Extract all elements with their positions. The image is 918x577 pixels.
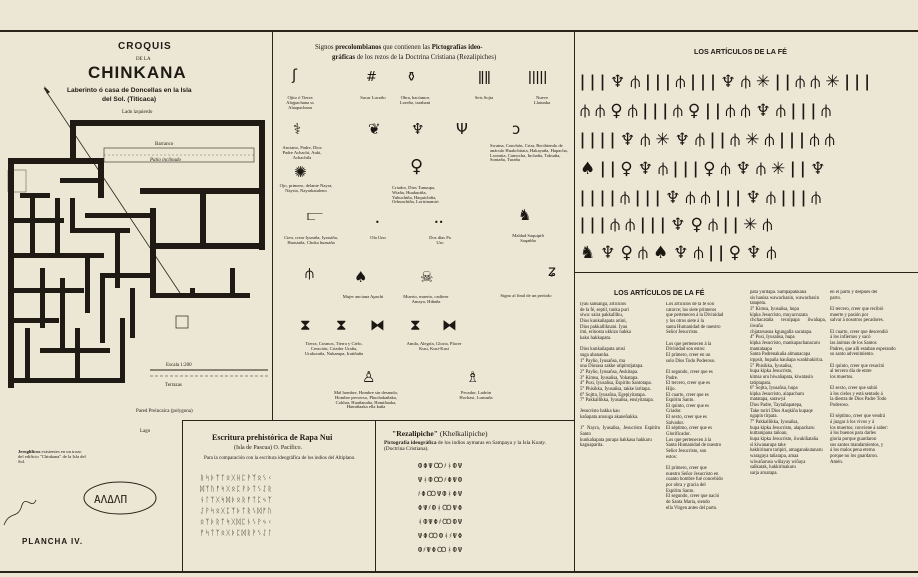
rapanui-script-row-4: ᛇᚹᛋᛟᚷᛈᛉᚦᛏᚱᛊᛞᚠᚢ <box>200 507 273 515</box>
map-label-lago: Lago <box>140 429 151 434</box>
map-title-chinkana: CHINKANA <box>88 63 187 82</box>
pictograph-row-7: ♞♆♀⫛♠♆⫛ǀǀ♀♆⫛ <box>580 243 782 263</box>
rapanui-desc: Para la comparación con la escritura ideográfica de los indios del Altiplano. <box>204 456 356 461</box>
divider-left <box>272 30 273 420</box>
top-border <box>0 30 918 32</box>
pictograph-row-3: ǀǀǀǀ♆⫛✳♆⫛ǀǀ⫛✳⫛ǀǀǀ⫛⫛ <box>580 130 840 150</box>
glyph-cross: ⫛ <box>305 264 314 282</box>
bottom-border <box>0 571 918 573</box>
glyph-tierra-c: ⧓ <box>370 316 385 334</box>
rezalipiche-script-row-2: ΨᚼФꝎ҂ΦΨФ <box>418 476 464 484</box>
glyph-dos: •• <box>434 218 444 227</box>
caption-ojito: Ojito ó Tierra Alajpachana ss Alaapachana <box>286 95 314 110</box>
glyph-muerto: ☠ <box>420 268 434 286</box>
rezalipiche-title-a: "Rezalipiche" <box>392 429 438 438</box>
rapanui-subtitle: (Isla de Pascua) O. Pacífico. <box>234 445 302 451</box>
glyph-nueve: ǀǀǀǀǀ <box>528 70 548 85</box>
signos-heading-d: Pictografías ideo- <box>431 44 483 51</box>
rezalipiche-script-row-1: ФΦΨꝎ҂ᚼФΨ <box>418 462 464 470</box>
pictograph-row-5: ǀǀǀǀ⫛ǀǀǀ♆⫛⫛ǀǀǀ♆⫛ǀǀǀ⫛ <box>580 188 827 208</box>
map-label-terrazas: Terrazas <box>165 383 182 388</box>
caption-sacar: Sacar Lucoño <box>360 95 386 100</box>
jeroglificos-note-bold: Jeroglíficos <box>18 449 41 454</box>
pictograph-row-6: ǀǀǀ⫛⫛ǀǀǀ♆♀⫛ǀǀ✳⫛ <box>580 215 778 235</box>
pictograph-row-2: ⫛⫛♀⫛ǀǀǀ⫛♀ǀǀ⫛⫛♆⫛ǀǀǀ⫛ <box>580 101 837 121</box>
glyph-mal-hombre: ♙ <box>362 368 376 386</box>
glyph-tierra-a: ⧗ <box>300 316 311 334</box>
map-label-escala: Escala 1:200 <box>166 363 192 368</box>
caption-amda: Amda, Alegría, Gloria, Placer Kusi, Kusi-Kusi <box>406 341 462 351</box>
jeroglificos-note-text: existentes en un trozo del edificio "Chinkana" de la Isla del Sol. <box>18 449 86 464</box>
rezalipiche-sub-a: Pictografía ideográfica <box>384 440 437 446</box>
glyph-swirl: ↄ <box>512 120 521 138</box>
glyph-fork: Ψ <box>456 120 468 138</box>
rezalipiche-sub-b: de los indios aymaras en Sampaya y la Isla Koaty. (Doctrina Cristiana). <box>384 440 546 452</box>
jeroglificos-stone-drawing <box>80 478 160 518</box>
caption-tierra: Tierra, Cosmos, Tierra y Cielo, Creación, Criador Uraña, Urakoraña, Nukampa, Iratiñaña <box>304 341 364 356</box>
rezalipiche-title-b: (Khelkalipiche) <box>439 429 488 438</box>
divider-bottom-horizontal <box>182 420 574 421</box>
glyph-signo-final: ʑ <box>548 262 556 280</box>
map-label-pared: Pared Preincaica (polygona) <box>136 409 193 414</box>
caption-criador: Criador, Dios Tunuupa, Wiaña, Huakuriña, Yuhuchiña, Haquichiña, Orbunchiña, Loririnamiri <box>392 185 439 205</box>
glyph-amda-b: ⧓ <box>442 316 457 334</box>
rapanui-title: Escritura prehistórica de Rapa Nui <box>212 433 333 442</box>
rezalipiche-script-row-3: ҂ΦꝎΨФᚼΦΨ <box>418 490 464 498</box>
divider-bottom-vertical <box>182 420 183 571</box>
signature-scribble <box>0 490 40 530</box>
signos-heading-line2 <box>332 54 496 61</box>
articulos-column-spanish-1: Los artículos de la fé son catorce; los siete primeros que pertenecen á la Divinidad y los otros siete á la santa Humanidad de nuestro Señor Jesucristo. Los que pertenecen á la Divinidad son estos: El primero, creer en un solo Dios Todo Poderoso. El segundo, creer que es Padre. El tercero, creer que es Hijo. El cuarto, creer que es Espíritu Santo. El quinto, creer que es Criador. El sexto, creer que es Salvador. El séptimo, creer que es Glorificador. Los que pertenecen á la Santa Humanidad de nuestro Señor Jesucristo, son estos: El primero, creer que nuestro Señor Jesucristo en cuanto hombre fué concebido por obra y gracia del Espíritu Santo. El segundo, creer que nació de Santa María, siendo ella Virgen antes del parto. <box>666 302 724 511</box>
caption-seis: Seis Sojta <box>474 95 494 100</box>
map-subtitle-2: del Sol. (Titicaca) <box>102 96 157 103</box>
caption-mujer: Mujer anciana Apachi <box>342 294 384 299</box>
jeroglificos-note <box>18 450 88 464</box>
caption-mal-hombre: Mal hombre, Hombre sin desnudo, Hombre perverso, Phuchakañaka, Cokhar, Huañanaña, Hamiñaaka, Hamiñaaka ella kaña <box>333 390 399 410</box>
articulos-column-spanish-2: en el parto y después del parto. El tercero, creer que recibió muerte y pasión por salvar á nosotros pecadores. El cuarto, creer que descendió á los infiernos y sacó las ánimas de los Santos Padres, que allí estaban esperando su santo advenimiento. El quinto, creer que resucitó al tercero día de entre los muertos. El sexto, creer que subió à los cielos y está sentado á la diestra de Dios Padre Todo Poderoso. El séptimo, creer que vendrá á juzgar á los vivos y á los muertos; conviene á saber: á los buenos para darles gloria porque guardaron sus santos mandamientos, y á los malos pena eterna porque no los guardaron. Amén. <box>830 290 896 465</box>
glyph-ojito: ʃ <box>292 66 298 84</box>
divider-mid-horizontal <box>575 272 918 273</box>
map-subtitle-1: Laberinto ó casa de Doncellas en la Isla <box>67 87 192 94</box>
caption-nueve: Nueve Llatunka <box>533 95 551 105</box>
articulos-top-title: LOS ARTÍCULOS DE LA FÉ <box>694 47 787 56</box>
signos-heading-a: Signos <box>315 44 334 51</box>
glyph-ola: • <box>375 218 380 227</box>
glyph-ojo: ✺ <box>294 163 307 181</box>
glyph-maldad: ♞ <box>518 206 532 224</box>
articulos-column-aymara-1: Iyau sañsanga, articulos de la fé, septil, tunka puri siwa: saira pakkalliku, Dios kunkañapata arúni, Dios pakkalliknani. Iyau imi, erinosta ukkizo hakka kaku hakkapata. Dios kunkañapata arusi suga abananha. 1° Payño, Iyusañsa, ma una Diosasa sakke utipirutjatapa. 2° Payño, Iyusañsa, Awkitapa. 3° Kimsa, Iyusañsa, Yokatapa. 4° Pusi, Iyusañsa, Espíritu Santotapa. 5° Phisikka, Iyusañsa, takke laritapa. 6° Sojtta, Iyusañsa, Egepiyitatapa. 7° Pakkallikka, Iyusañsa, ensiyitatapa. Jesucristo hakka kau kañapata arusuga akaneñakka. 1° Nayra, Iyusañsa, Jesucristo Espíritu Santo kunkañapata purapa hakkasa hakkaru kaguaparita. <box>580 302 660 449</box>
divider-right <box>574 30 575 571</box>
rapanui-script-row-1: ᚱᛋᚦᛉᛏᛟᚷᚺᛈᚹᛉᛟᛊᚲ <box>200 474 273 482</box>
glyph-tree: ❦ <box>368 120 381 138</box>
signos-heading-f: de los rezos de la Doctrina Cristiana (Rezalipiches) <box>356 54 497 61</box>
map-title-croquis: CROQUIS <box>118 41 172 52</box>
rapanui-script-row-6: ᚠᛋᛏᛉᛟᚷᚦᛈᛞᚱᚹᛊᛇᛚ <box>200 529 273 537</box>
caption-muerto: Muerto, muerto, cadáver Amaya, Hiñaña <box>403 294 449 304</box>
glyph-seis: ǁǁ <box>478 70 491 85</box>
rezalipiche-script-row-5: ᚼФΨΦ҂ꝎФΨ <box>418 518 464 526</box>
articulos-text-title: LOS ARTÍCULOS DE LA FÉ <box>614 290 705 297</box>
glyph-anciano: ⚕ <box>293 120 302 138</box>
caption-pecador: Pecador, Ladrón Hochasi, Lunsuña <box>459 390 493 400</box>
glyph-sacar: # <box>366 70 377 85</box>
rezalipiche-script-row-7: Ф҂ΨΦꝎᚼФΨ <box>418 546 464 554</box>
map-label-patio: Patio inclinado <box>150 158 181 163</box>
signos-heading-e: gráficas <box>332 54 356 61</box>
pictograph-row-1: ǀǀǀ♆⫛ǀǀǀ⫛ǀǀǀ♆⫛✳ǀǀ⫛⫛✳ǀǀǀ <box>580 72 875 92</box>
caption-ojo: Ojo, primero, delante Nayra, Nayria, Nayrakataleno <box>279 183 333 193</box>
articulos-column-aymara-2: pata yuritapa. Sampapakkana sis hanisa wawachasin, wawachasin tatapeta. 3° Kimsa, Iyusañsa, hupa kipka Jesucristo, muyacruzata chchacataña tecuipapa liwañapa, iiwaña chjatarsasna kgungalla sacatapa. 4° Pusi, Iyusañsa, hupa kipka Jesucristo, mankapachanacaru mantataapa Santa Padrenakaña almanacapa irppsit, hupaña hauñapa wankhakirira. 5° Phisikka, Iyusañsa, hupa kipka Jesucristo, kimsa uru hiwañapata, kiwatasin tatiptapata. 6° Sojtta, Iyusañsa, hupa kipka Jesucristo, alapacharu matatapa, sarawyá Dios Padre, Taytañapatepa, Take toriri Dios Auqkiña kupaqe ngapin tirpata. 7° Pakkallikka, Iyusañsa, hupa kipka Jesucristo, alapacharu kuttanipana tañoan, hupa kipka Jesucristo, iiwakiñataña si kiwanarapa take hakhirinaru taripiri, amaganakutanaru waragaya tañarapa, amaa wiwañarusa wiñayay wiñaya sañkatak, hakkirinakaru sarja aruatapa. <box>750 290 826 476</box>
divider-rez-vertical <box>375 420 376 571</box>
chinkana-floor-plan <box>0 78 272 408</box>
map-title-de-la: DE LA <box>136 57 151 62</box>
signos-heading-line1 <box>315 44 483 51</box>
glyph-cien: ⫍ <box>307 206 323 224</box>
caption-signo-final: Signo al final de un período <box>500 293 552 298</box>
signos-heading-c: que contienen las <box>382 44 431 51</box>
caption-ola: Ola Uno <box>370 235 386 240</box>
pictograph-row-4: ♠ǀǀ♀♆⫛ǀǀǀ♀⫛♆⫛✳ǀǀ♆ <box>580 159 831 179</box>
caption-anciano: Anciano, Padre, Dios Padre Achachi, Auki, Achachila <box>282 145 322 160</box>
glyph-mujer: ♠ <box>354 268 368 286</box>
glyph-pecador: ♗ <box>466 368 480 386</box>
map-label-lado-izquierdo: Lado izquierdo <box>122 110 153 115</box>
rapanui-script-row-2: ᛞᛉᚢᚠᛋᚷᛟᛈᚹᚦᛏᛊᛇᚱ <box>200 485 273 493</box>
caption-dos: Dos días Pa Uro <box>429 235 451 245</box>
map-label-barranco: Barranco <box>155 142 174 147</box>
rezalipiche-script-row-4: ΦΨ҂ФᚼꝎΨΦ <box>418 504 464 512</box>
rapanui-script-row-5: ᛟᛉᚦᚱᛏᛋᚷᛞᛈᚾᛊᚹᛃᚲ <box>200 518 273 526</box>
rezalipiche-title <box>392 430 488 438</box>
glyph-amda-a: ⧗ <box>410 316 421 334</box>
svg-text:ΑΛΔΛΠ: ΑΛΔΛΠ <box>94 493 128 506</box>
rapanui-script-row-3: ᚾᛚᛉᚷᛋᛞᚦᛟᚱᚠᛏᛈᛃᛉ <box>200 496 273 504</box>
caption-swaina: Swaina, Conchón, Criar, Recibiendo de anáculo Huakchitata, Hakayaña, Hapacha, Loomita, Camocha, Inchaña, Taksaña, Sontaña, Turaña <box>490 143 568 163</box>
plancha-label: PLANCHA IV. <box>22 537 84 546</box>
glyph-flame: ♆ <box>411 120 425 138</box>
caption-obra: Obra, hacíamos Loreño, tarahani <box>399 95 431 105</box>
glyph-tierra-b: ⧗ <box>336 316 347 334</box>
glyph-criador: ♀ <box>410 156 424 177</box>
glyph-obra: ⚱ <box>406 70 417 85</box>
caption-maldad: Maldad Saquipiñ Saqañña <box>512 233 544 243</box>
rezalipiche-sub <box>384 441 564 452</box>
caption-cien: Cien, crear Iyuraña, Iyassiña, Huasiaña, Choka huasaña <box>284 235 338 245</box>
signos-heading-b: precolombianos <box>335 44 382 51</box>
rezalipiche-script-row-6: ΨΦꝎФᚼ҂ΨΦ <box>418 532 464 540</box>
